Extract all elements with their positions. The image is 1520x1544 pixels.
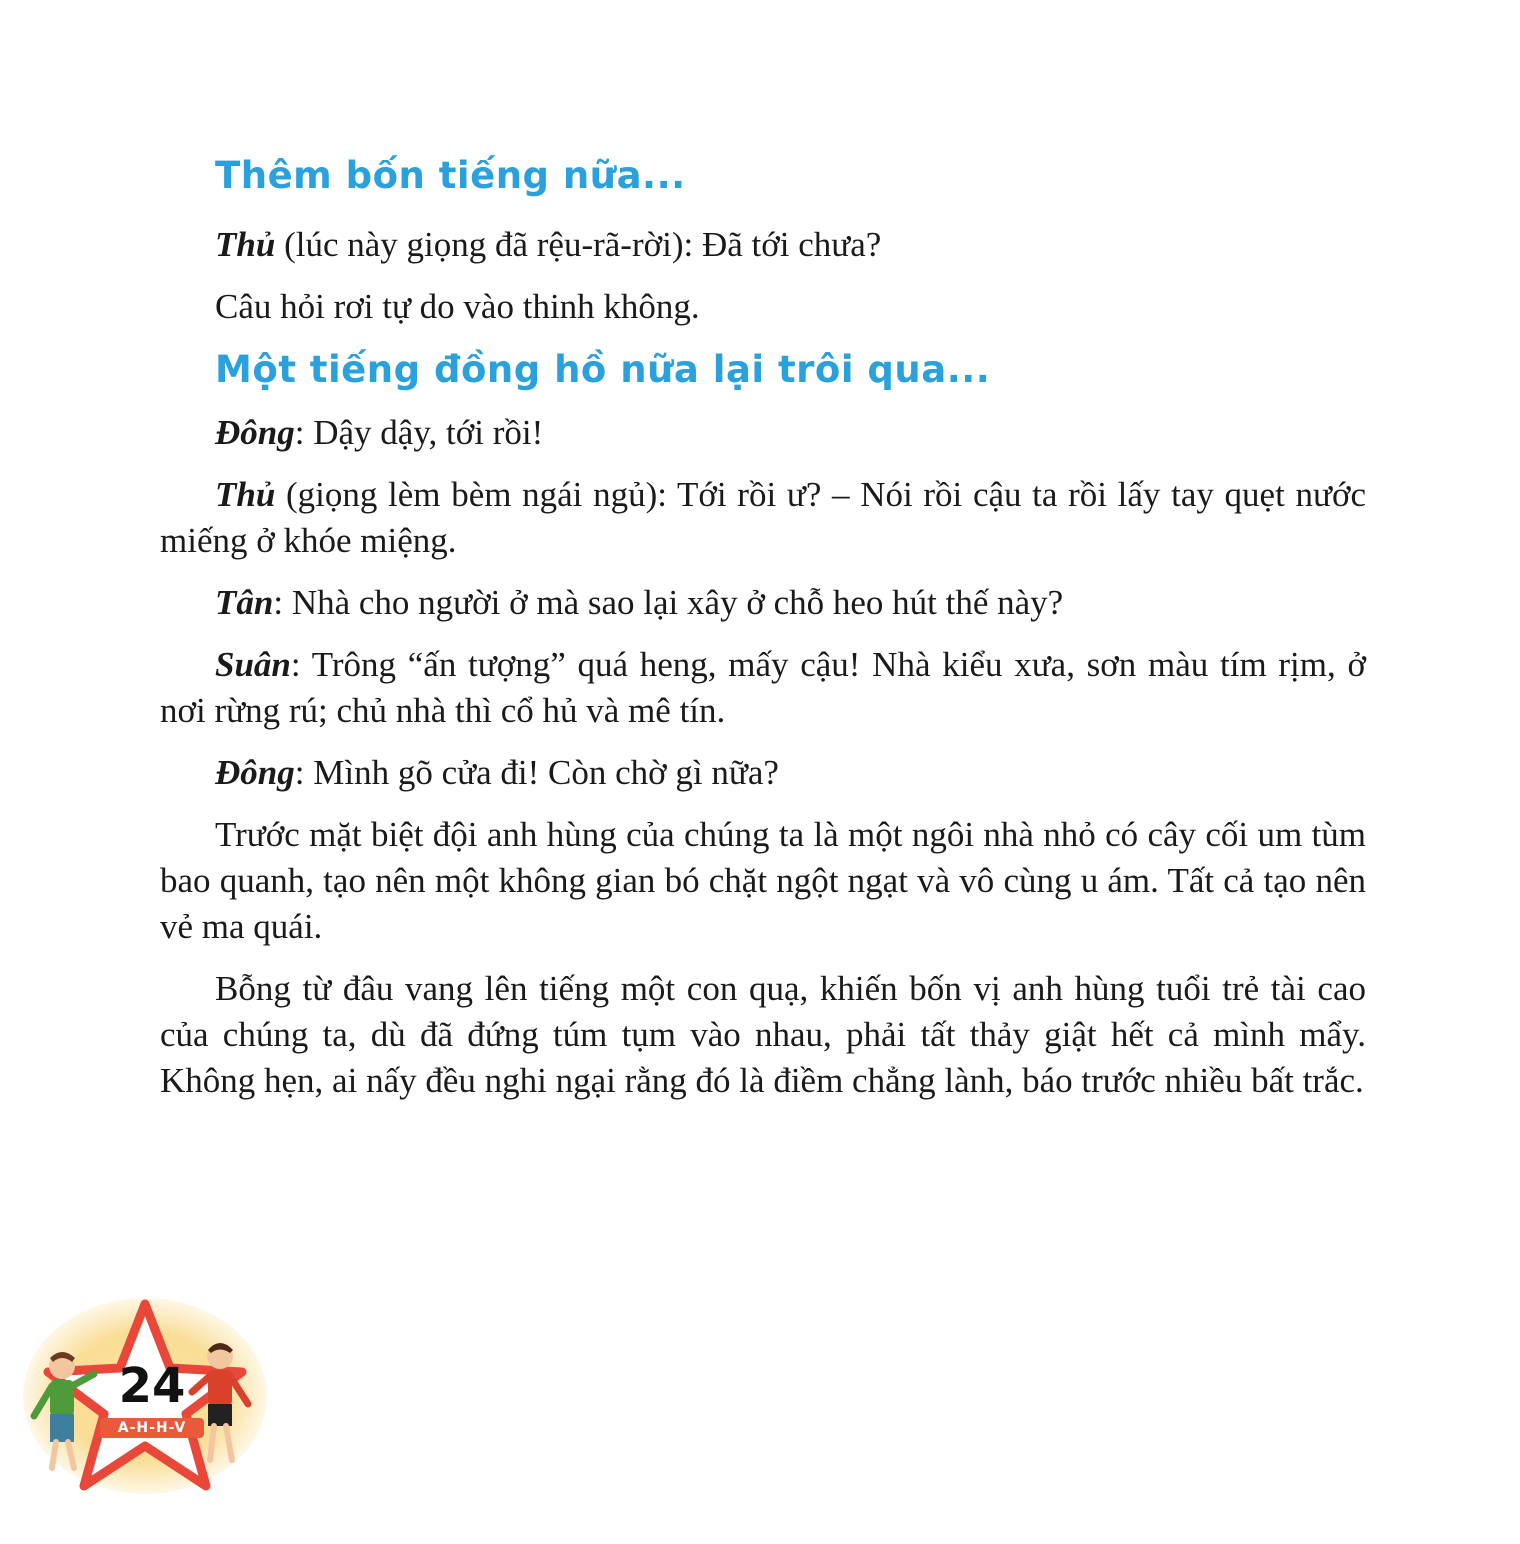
dialogue-text: : Nhà cho người ở mà sao lại xây ở chỗ heo hút thế này?	[273, 583, 1064, 622]
section-heading-first: Thêm bốn tiếng nữa...	[215, 154, 686, 197]
speaker-name: Tân	[215, 583, 274, 622]
speaker-name: Đông	[215, 413, 295, 452]
dialogue-text: : Dậy dậy, tới rồi!	[294, 413, 544, 452]
story-text	[160, 150, 1366, 1104]
paragraph-thu-question	[160, 222, 1366, 268]
paragraph-narration: Câu hỏi rơi tự do vào thinh không.	[215, 287, 700, 326]
dialogue-text: : Trông “ấn tượng” quá heng, mấy cậu! Nhà kiểu xưa, sơn màu tím rịm, ở nơi rừng rú; chủ nhà thì cổ hủ và mê tín.	[160, 645, 1366, 730]
paragraph-thu-sleepy	[160, 472, 1366, 564]
paragraph-dong-wake	[160, 410, 1366, 456]
page-number-badge	[20, 1296, 270, 1496]
speaker-name: Đông	[215, 753, 295, 792]
dialogue-text: (lúc này giọng đã rệu-rã-rời): Đã tới chưa?	[275, 225, 882, 264]
speaker-name: Thủ	[215, 225, 276, 264]
dialogue-text: : Mình gõ cửa đi! Còn chờ gì nữa?	[294, 753, 779, 792]
paragraph-crow: Bỗng từ đâu vang lên tiếng một con quạ, khiến bốn vị anh hùng tuổi trẻ tài cao của chúng ta, dù đã đứng túm tụm vào nhau, phải tất thảy giật hết cả mình mẩy. Không hẹn, ai nấy đều nghi ngại rằng đó là điềm chẳng lành, báo trước nhiều bất trắc.	[160, 969, 1366, 1100]
paragraph-tan	[160, 580, 1366, 626]
speaker-name: Thủ	[215, 475, 276, 514]
dialogue-text: (giọng lèm bèm ngái ngủ): Tới rồi ư? – Nói rồi cậu ta rồi lấy tay quẹt nước miếng ở khóe miệng.	[160, 475, 1366, 560]
section-heading-second: Một tiếng đồng hồ nữa lại trôi qua...	[215, 348, 991, 391]
paragraph-suan	[160, 642, 1366, 734]
speaker-name: Suân	[215, 645, 291, 684]
paragraph-dong-knock	[160, 750, 1366, 796]
series-label: A-H-H-V	[100, 1418, 204, 1438]
paragraph-house-description: Trước mặt biệt đội anh hùng của chúng ta là một ngôi nhà nhỏ có cây cối um tùm bao quanh, tạo nên một không gian bó chặt ngột ngạt và vô cùng u ám. Tất cả tạo nên vẻ ma quái.	[160, 815, 1366, 946]
page-number: 24	[118, 1358, 186, 1414]
